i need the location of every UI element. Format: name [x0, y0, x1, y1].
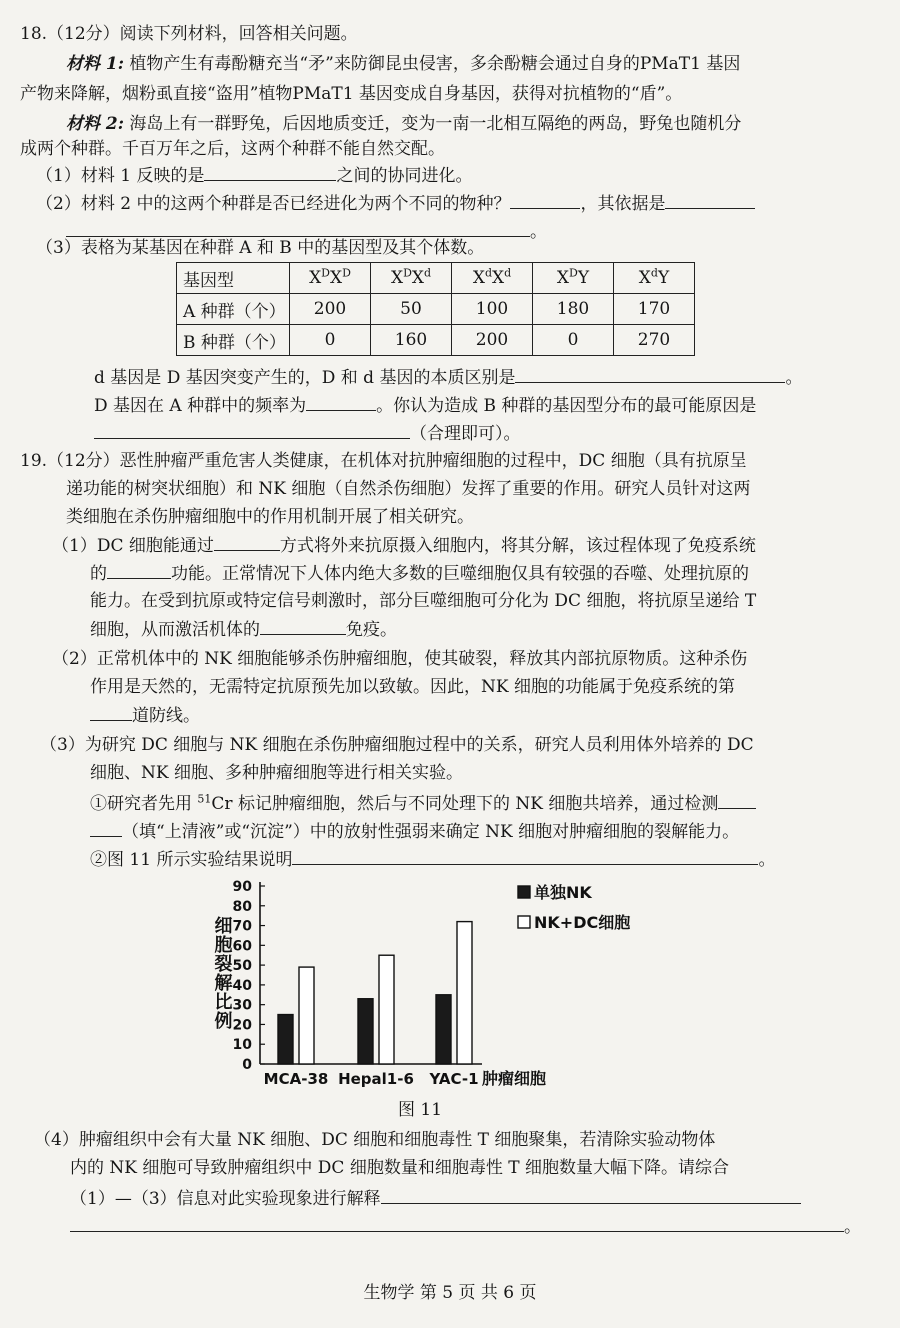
q18-freq-blank[interactable]: [306, 393, 376, 411]
genotype-XDY: $X^DY$: [533, 263, 614, 294]
y-tick-label: 50: [232, 958, 252, 975]
q19-p3-ii-text: ②图 11 所示实验结果说明: [90, 850, 293, 870]
q18-part-2-blank-3[interactable]: [66, 219, 530, 237]
q19-p4-blank-2[interactable]: [70, 1214, 844, 1232]
q19-p1-text-d: 功能。正常情况下人体内绝大多数的巨噬细胞仅具有较强的吞噬、处理抗原的: [171, 564, 749, 584]
q19-part-1-line-4: [90, 617, 397, 642]
q19-intro-1: 19.（12分）恶性肿瘤严重危害人类健康，在机体对抗肿瘤细胞的过程中，DC 细胞（具有抗原呈: [20, 451, 747, 471]
material-1-text: 植物产生有毒酚糖充当“矛”来防御昆虫侵害，多余酚糖会通过自身的PMaT1 基因: [124, 54, 741, 74]
material-2-line-1: [66, 112, 741, 136]
q18-part-1-text-b: 之间的协同进化。: [336, 166, 473, 186]
x-tick-label: Hepal1-6: [338, 1070, 414, 1088]
legend-swatch: [518, 916, 530, 928]
q19-p4-end: 。: [844, 1217, 861, 1237]
table-cell: 0: [290, 325, 371, 356]
row-label-a: A 种群（个）: [177, 294, 290, 325]
genotype-XdY: $X^dY$: [614, 263, 695, 294]
q19-p1-text-f: 免疫。: [346, 620, 397, 640]
table-cell: 180: [533, 294, 614, 325]
table-cell: 160: [371, 325, 452, 356]
q18-freq-line: [94, 393, 756, 418]
legend-swatch: [518, 886, 530, 898]
q19-p3-blank-3[interactable]: [292, 847, 758, 865]
genotype-table-header-row: [177, 263, 695, 294]
y-tick-label: 60: [232, 938, 252, 955]
q19-p3-blank-2[interactable]: [90, 819, 122, 837]
genotype-table: [176, 262, 695, 356]
q19-p4-text: （1）—（3）信息对此实验现象进行解释: [70, 1189, 381, 1209]
bar-nk-dc: [379, 955, 394, 1064]
q19-p3-i-sup: 51: [197, 792, 212, 806]
genotype-XDXD: $X^DX^D$: [290, 263, 371, 294]
q18-d-line: [94, 365, 802, 390]
q18-part-2-end: 。: [530, 222, 547, 242]
x-tick-label: MCA-38: [263, 1070, 329, 1088]
table-cell: 0: [533, 325, 614, 356]
q18-freq-end: （合理即可）。: [410, 424, 521, 444]
material-2-label: 材料 2:: [66, 114, 125, 134]
table-cell: 200: [290, 294, 371, 325]
y-tick-label: 40: [232, 977, 252, 994]
q19-p1-blank-3[interactable]: [260, 617, 346, 635]
table-cell: 100: [452, 294, 533, 325]
table-cell: 270: [614, 325, 695, 356]
q19-part-2-line-2: 作用是天然的，无需特定抗原预先加以致敏。因此，NK 细胞的功能属于免疫系统的第: [90, 677, 735, 697]
table-cell: 200: [452, 325, 533, 356]
q19-part-1-line-1: [52, 533, 756, 558]
material-2-text: 海岛上有一群野兔，后因地质变迁，变为一南一北相互隔绝的两岛，野兔也随机分: [124, 114, 742, 134]
q19-p1-text-b: 方式将外来抗原摄入细胞内，将其分解，该过程体现了免疫系统: [279, 536, 756, 556]
material-1-line-1: [66, 52, 740, 76]
q19-part-4-line-1: （4）肿瘤组织中会有大量 NK 细胞、DC 细胞和细胞毒性 T 细胞聚集，若清除实验动物体: [34, 1130, 716, 1150]
q19-p3-ii-end: 。: [758, 850, 776, 870]
page-footer: 生物学 第 5 页 共 6 页: [363, 1283, 537, 1303]
figure-11-chart: [200, 876, 660, 1096]
q19-p1-text-c: 的: [90, 564, 107, 584]
legend-label: 单独NK: [534, 883, 592, 902]
q19-part-3-item-1-line-2: [90, 819, 739, 844]
q19-part-3-line-2: 细胞、NK 细胞、多种肿瘤细胞等进行相关实验。: [90, 763, 463, 783]
q19-part-2-line-1: （2）正常机体中的 NK 细胞能够杀伤肿瘤细胞，使其破裂，释放其内部抗原物质。这种杀伤: [52, 649, 748, 669]
q18-freq-line-2: [94, 421, 521, 446]
y-tick-label: 80: [232, 898, 252, 915]
q19-intro-2: 递功能的树突状细胞）和 NK 细胞（自然杀伤细胞）发挥了重要的作用。研究人员针对这两: [66, 479, 751, 499]
bar-nk: [358, 999, 373, 1064]
q19-p1-text-e: 细胞，从而激活机体的: [90, 620, 260, 640]
q19-part-4-line-4: [70, 1214, 861, 1239]
y-tick-label: 20: [232, 1017, 252, 1034]
genotype-XDXd: $X^DX^d$: [371, 263, 452, 294]
q18-freq-text-b: 。你认为造成 B 种群的基因型分布的最可能原因是: [376, 396, 757, 416]
x-tick-label: YAC-1: [429, 1070, 479, 1088]
q18-part-2-blank-1[interactable]: [510, 191, 580, 209]
q19-part-1-line-2: [90, 561, 749, 586]
q19-part-3-item-2: [90, 847, 775, 872]
genotype-XdXd: $X^dX^d$: [452, 263, 533, 294]
q18-freq-text-a: D 基因在 A 种群中的频率为: [94, 396, 307, 416]
bar-nk-dc: [299, 967, 314, 1064]
y-tick-label: 70: [232, 918, 252, 935]
table-cell: 170: [614, 294, 695, 325]
q19-p4-blank-1[interactable]: [381, 1186, 801, 1204]
q18-part-2-text-a: （2）材料 2 中的这两个种群是否已经进化为两个不同的物种？: [36, 194, 511, 214]
legend-label: NK+DC细胞: [534, 913, 631, 932]
row-label-b: B 种群（个）: [177, 325, 290, 356]
bar-nk: [278, 1015, 293, 1064]
genotype-header: 基因型: [177, 263, 290, 294]
q18-part-1-text-a: （1）材料 1 反映的是: [36, 166, 205, 186]
material-1-line-2: 产物来降解，烟粉虱直接“盗用”植物PMaT1 基因变成自身基因，获得对抗植物的“盾”。: [20, 84, 683, 104]
q18-part-3: （3）表格为某基因在种群 A 和 B 中的基因型及其个体数。: [36, 238, 485, 258]
q18-reason-blank[interactable]: [94, 421, 410, 439]
figure-caption: 图 11: [398, 1100, 443, 1120]
material-2-line-2: 成两个种群。千百万年之后，这两个种群不能自然交配。: [20, 139, 445, 159]
q18-d-line-text: d 基因是 D 基因突变产生的，D 和 d 基因的本质区别是: [94, 368, 516, 388]
q19-p3-i-text-b: Cr 标记肿瘤细胞，然后与不同处理下的 NK 细胞共培养，通过检测: [211, 794, 719, 814]
q18-part-2: [36, 191, 755, 216]
q19-part-3-item-1: [90, 791, 756, 816]
q19-p3-i-text-a: ①研究者先用: [90, 794, 198, 814]
q18-part-1: [36, 163, 472, 188]
q18-part-2-text-b: ，其依据是: [580, 194, 666, 214]
table-row-b: [177, 325, 695, 356]
q19-p1-blank-1[interactable]: [214, 533, 280, 551]
y-tick-label: 90: [232, 879, 252, 895]
bar-nk: [436, 995, 451, 1064]
q18-part-1-blank[interactable]: [204, 163, 336, 181]
q19-p3-i-text-c: （填“上清液”或“沉淀”）中的放射性强弱来确定 NK 细胞对肿瘤细胞的裂解能力。: [122, 822, 740, 842]
q19-part-3-line-1: （3）为研究 DC 细胞与 NK 细胞在杀伤肿瘤细胞过程中的关系，研究人员利用体外培养的 DC: [40, 735, 754, 755]
q19-part-2-line-3: [90, 703, 200, 728]
y-tick-label: 0: [242, 1057, 252, 1073]
q18-d-line-blank[interactable]: [515, 365, 785, 383]
q19-p2-text: 道防线。: [132, 706, 200, 726]
q19-p3-blank-1[interactable]: [718, 791, 756, 809]
q18-part-2-blank-2[interactable]: [665, 191, 755, 209]
y-tick-label: 30: [232, 997, 252, 1014]
q18-header: 18.（12分）阅读下列材料，回答相关问题。: [20, 24, 358, 44]
q19-intro-3: 类细胞在杀伤肿瘤细胞中的作用机制开展了相关研究。: [66, 507, 474, 527]
q19-p1-text-a: （1）DC 细胞能通过: [52, 536, 214, 556]
q19-p1-blank-2[interactable]: [107, 561, 171, 579]
q19-part-4-line-2: 内的 NK 细胞可导致肿瘤组织中 DC 细胞数量和细胞毒性 T 细胞数量大幅下降。请综合: [70, 1158, 729, 1178]
q19-part-4-line-3: [70, 1186, 801, 1211]
q18-d-line-end: 。: [785, 368, 803, 388]
y-tick-label: 10: [232, 1037, 252, 1054]
bar-nk-dc: [457, 922, 472, 1064]
material-1-label: 材料 1:: [66, 54, 125, 74]
y-axis-label: 细胞裂解比例: [211, 916, 233, 1030]
table-row-a: [177, 294, 695, 325]
table-cell: 50: [371, 294, 452, 325]
q19-p2-blank[interactable]: [90, 703, 132, 721]
x-axis-label: 肿瘤细胞: [482, 1069, 547, 1088]
q19-part-1-line-3: 能力。在受到抗原或特定信号刺激时，部分巨噬细胞可分化为 DC 细胞，将抗原呈递给 T: [90, 591, 757, 611]
